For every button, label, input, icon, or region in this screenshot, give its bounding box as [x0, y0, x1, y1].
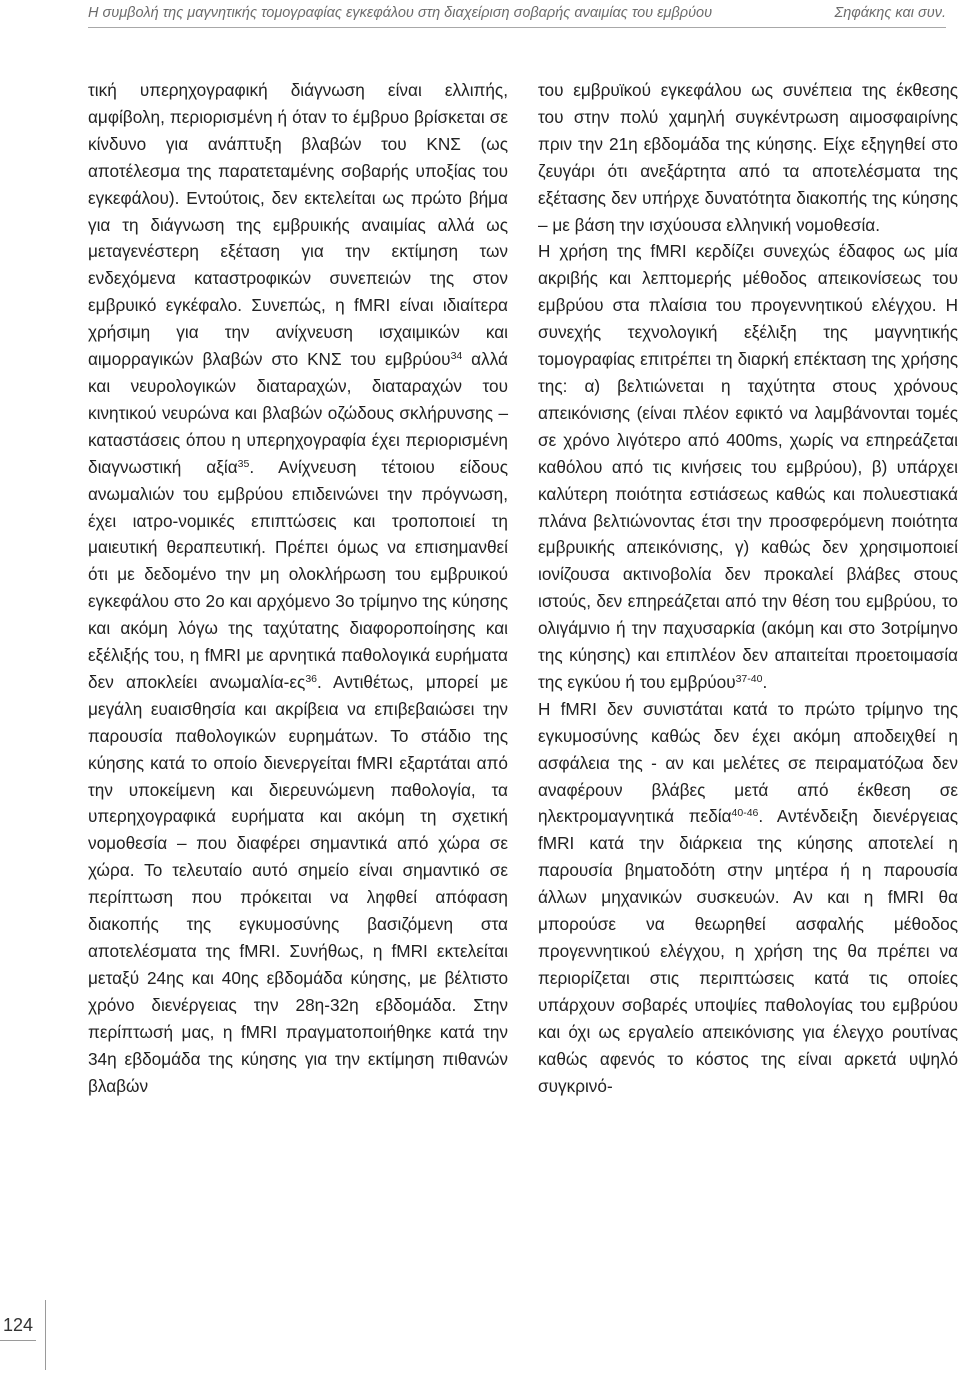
text-run: . Ανίχνευση τέτοιου είδους ανωμαλιών του εμβρύου επιδεινώνει την πρόγνωση, έχει ιατρο-νομικές επιπτώσεις και τροποποιεί τη μαιευτική θεραπευτική. Πρέπει όμως να επισημανθεί ότι με δεδομένο την μη ολοκλήρωση του εμβρυικού εγκεφάλου στο 2ο και αρχόμενο 3ο τρίμηνο της κύησης και ακόμη λόγω της ταχύτατης διαφοροποίησης και εξέλιξής του, η fMRI με αρνητικά παθολογικά ευρήματα δεν αποκλείει ανωμαλία-ες [88, 456, 508, 692]
citation-ref: 40-46 [731, 807, 759, 820]
running-header [88, 0, 946, 26]
text-run: Η fMRI δεν συνιστάται κατά το πρώτο τρίμηνο της εγκυμοσύνης καθώς δεν έχει ακόμη αποδειχθεί η ασφάλεια της - αν και μελέτες σε πειραματόζωα δεν αναφέρουν βλάβες μετά από έκθεση σε ηλεκτρομαγνητικά πεδία [538, 698, 958, 827]
citation-ref: 36 [305, 672, 318, 685]
text-run: . Αντένδειξη διενέργειας fMRI κατά την διάρκεια της κύησης αποτελεί η παρουσία βηματοδότη στην μητέρα ή η παρουσία άλλων μηχανικών συσκευών. Αν και η fMRI θα μπορούσε να θεωρηθεί ασφαλής μέθοδος προγεννητικού ελέγχου, η χρήση της θα πρέπει να περιορίζεται στις περιπτώσεις κατά τις οποίες υπάρχουν σοβαρές υποψίες παθολογίας του εμβρύου και όχι ως εργαλείο απεικόνισης για έλεγχο ρουτίνας καθώς αφενός το κόστος της είναι αρκετά υψηλό συγκρινό- [538, 806, 958, 1096]
text-run: . Αντιθέτως, μπορεί με μεγάλη ευαισθησία και ακρίβεια να επιβεβαιώσει την παρουσία παθολογικών ευρημάτων. Το στάδιο της κύησης κατά το οποίο διενεργείται fMRI εξαρτάται από την υποκείμενη και διερευνώμενη παθολογία, τα υπερηχογραφικά ευρήματα και ακόμη τη σχετική νομοθεσία – που διαφέρει σημαντικά από χώρα σε χώρα. Το τελευταίο αυτό σημείο είναι σημαντικό σε περίπτωση που πρόκειται να ληφθεί απόφαση διακοπής της εγκυμοσύνης βασιζόμενη στα αποτελέσματα της fMRI. Συνήθως, η fMRI εκτελείται μεταξύ 24ης και 40ης εβδομάδα κύησης, με βέλτιστο χρόνο διενέργειας την 28η-32η εβδομάδα. Στην περίπτωσή μας, η fMRI πραγματοποιήθηκε κατά την 34η εβδομάδα της κύησης για την εκτίμηση πιθανών βλαβών [88, 671, 508, 1096]
paragraph [538, 77, 958, 238]
text-run: Η χρήση της fMRI κερδίζει συνεχώς έδαφος ως μία ακριβής και λεπτομερής μέθοδος απεικονίσεως του εμβρύου στα πλαίσια του προγεννητικού ελέγχου. Η συνεχής τεχνολογική εξέλιξη της μαγνητικής τομογραφίας επιτρέπει τη διαρκή επέκταση της χρήσης της: α) βελτιώνεται η ταχύτητα στους χρόνους απεικόνισης (είναι πλέον εφικτό να λαμβάνονται τομές σε χρόνο λιγότερο από 400ms, χωρίς να επηρεάζεται καθόλου από τις κινήσεις του εμβρύου), β) υπάρχει καλύτερη ποιότητα εστιάσεως καθώς και πολυεστιακά πλάνα βελτιώνοντας έτσι την προσφερόμενη ποιότητα εμβρυικής απεικόνισης, γ) καθώς δεν χρησιμοποιεί ιονίζουσα ακτινοβολία δεν προκαλεί βλάβες στους ιστούς, δεν επηρεάζεται από την θέση του εμβρύου, το ολιγάμνιο ή την παχυσαρκία (ακόμη και στο 3οτρίμηνο της κύησης) και επιπλέον δεν απαιτείται προετοιμασία της εγκύου ή του εμβρύου [538, 241, 958, 692]
running-header-authors: Σηφάκης και συν. [834, 5, 946, 21]
citation-ref: 34 [450, 350, 463, 363]
citation-ref: 35 [237, 457, 250, 470]
header-divider [88, 27, 946, 28]
paragraph [88, 77, 508, 1099]
paragraph [538, 696, 958, 1100]
margin-rule [45, 1300, 46, 1370]
citation-ref: 37-40 [735, 672, 763, 685]
text-run: . [762, 671, 768, 692]
text-run: του εμβρυϊκού εγκεφάλου ως συνέπεια της έκθεσης του στην πολύ χαμηλή συγκέντρωση αιμοσφαιρίνης πριν την 21η εβδομάδα της κύησης. Είχε εξηγηθεί στο ζευγάρι ότι ανεξάρτητα από τα αποτελέσματα της εξέτασης δεν υπήρχε δυνατότητα διακοπής της κύησης – με βάση την ισχύουσα ελληνική νομοθεσία. [538, 80, 958, 235]
paragraph [538, 238, 958, 695]
page-number: 124 [2, 1314, 34, 1335]
right-text-column [538, 77, 958, 1099]
text-run: τική υπερηχογραφική διάγνωση είναι ελλιπής, αμφίβολη, περιορισμένη ή όταν το έμβρυο βρίσκεται σε κίνδυνο για ανάπτυξη βλαβών του ΚΝΣ (ως αποτέλεσμα της παρατεταμένης σοβαρής υποξίας του εγκεφάλου). Εντούτοις, δεν εκτελείται ως πρώτο βήμα για τη διάγνωση της εμβρυικής αναιμίας αλλά ως μεταγενέστερη εξέταση για την εκτίμηση των ενδεχόμενα καταστροφικών συνεπειών της στον εμβρυικό εγκέφαλο. Συνεπώς, η fMRI είναι ιδιαίτερα χρήσιμη για την ανίχνευση ισχαιμικών και αιμορραγικών βλαβών στο ΚΝΣ του εμβρύου [88, 80, 508, 370]
page-number-underline [0, 1340, 36, 1341]
left-text-column [88, 77, 508, 1099]
running-header-title: Η συμβολή της μαγνητικής τομογραφίας εγκεφάλου στη διαχείριση σοβαρής αναιμίας του εμβρύου [88, 5, 713, 21]
text-run: αλλά και νευρολογικών διαταραχών, διαταραχών του κινητικού νευρώνα και βλαβών οζώδους σκλήρυνσης – καταστάσεις όπου η υπερηχογραφία έχει περιορισμένη διαγνωστική αξία [88, 349, 508, 477]
